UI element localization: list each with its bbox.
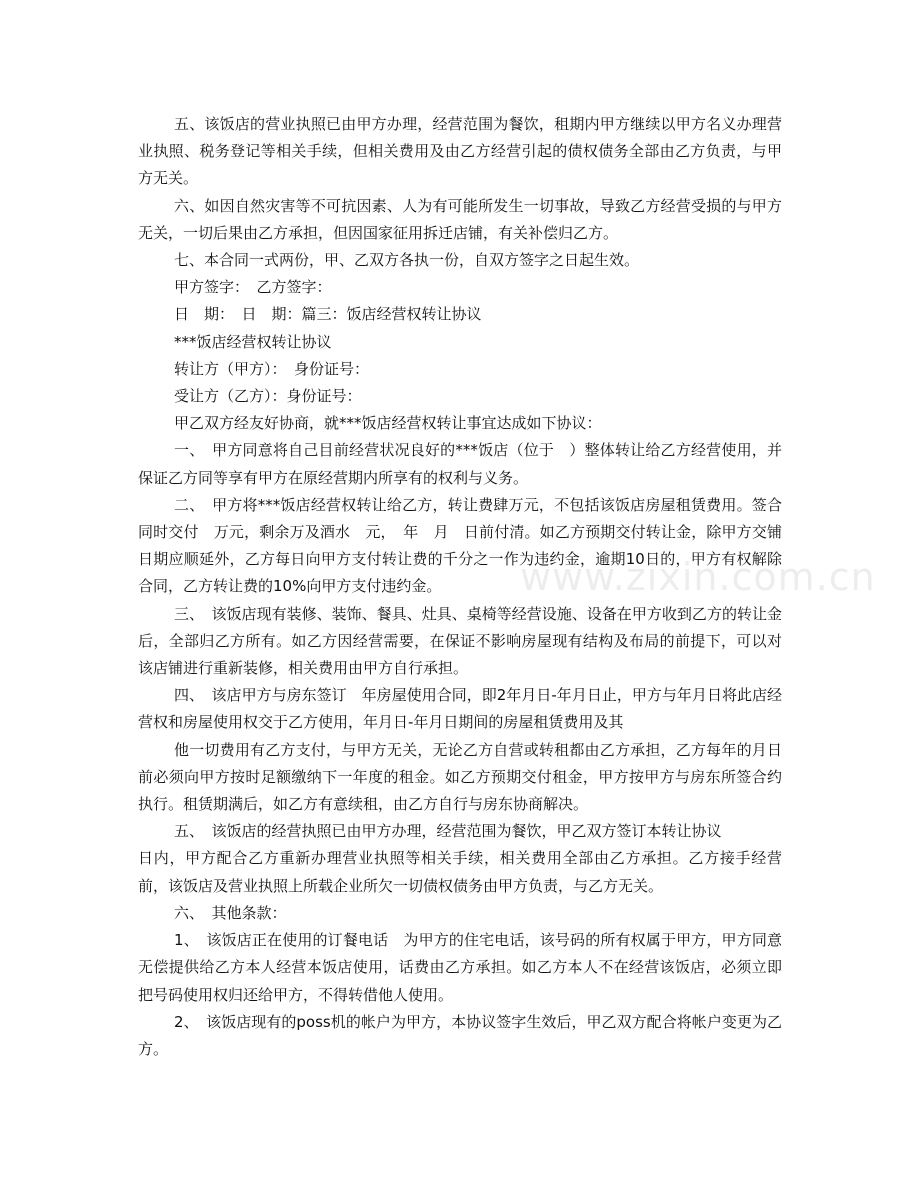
document-body [138,111,782,1063]
clause-3: 三、 该饭店现有装修、装饰、餐具、灶具、桌椅等经营设施、设备在甲方收到乙方的转让金后，全部归乙方所有。如乙方因经营需要，在保证不影响房屋现有结构及布局的前提下，可以对该店铺进行重新装修，相关费用由甲方自行承担。 [138,604,782,678]
agreement-title: ***饭店经营权转让协议 [174,332,332,351]
paragraph-2: 六、如因自然灾害等不可抗因素、人为有可能所发生一切事故，导致乙方经营受损的与甲方无关，一切后果由乙方承担，但因国家征用拆迁店铺，有关补偿归乙方。 [138,196,782,242]
signature-line: 甲方签字： 乙方签字： [174,278,332,297]
clause-5-continued: 日内，甲方配合乙方重新办理营业执照等相关手续，相关费用全部由乙方承担。乙方接手经营前，该饭店及营业执照上所载企业所欠一切债权债务由甲方负责，与乙方无关。 [138,849,782,895]
clause-1: 一、 甲方同意将自己目前经营状况良好的***饭店（位于 ）整体转让给乙方经营使用，并保证乙方同等享有甲方在原经营期内所享有的权利与义务。 [138,441,782,487]
paragraph-1: 五、该饭店的营业执照已由甲方办理，经营范围为餐饮，租期内甲方继续以甲方名义办理营业执照、税务登记等相关手续，但相关费用及由乙方经营引起的债权债务全部由乙方负责，与甲方无关。 [138,115,782,188]
watermark: www.zixin.com.cn [520,555,876,599]
preamble: 甲乙双方经友好协商，就***饭店经营权转让事宜达成如下协议： [174,414,602,433]
transferor-line: 转让方（甲方）： 身份证号： [174,359,370,378]
date-line: 日 期： 日 期：篇三：饭店经营权转让协议 [174,305,482,324]
clause-6-item-1: 1、 该饭店正在使用的订餐电话 为甲方的住宅电话，该号码的所有权属于甲方，甲方同意无偿提供给乙方本人经营本饭店使用，话费由乙方承担。如乙方本人不在经营该饭店，必须立即把号码使用权归还给甲方，不得转借他人使用。 [138,931,782,1004]
clause-2: 二、 甲方将***饭店经营权转让给乙方，转让费肆万元，不包括该饭店房屋租赁费用。签合同时交付 万元，剩余万及酒水 元， 年 月 日前付清。如乙方预期交付转让金，除甲方交铺日期应顺延外，乙方每日向甲方支付转让费的千分之一作为违约金，逾期10日的，甲方有权解除合同，乙方转让费的10%向甲方支付违约金。 [138,495,782,596]
paragraph-3: 七、本合同一式两份，甲、乙双方各执一份，自双方签字之日起生效。 [174,251,640,270]
clause-4-continued: 他一切费用有乙方支付，与甲方无关，无论乙方自营或转租都由乙方承担，乙方每年的月日前必须向甲方按时足额缴纳下一年度的租金。如乙方预期交付租金，甲方按甲方与房东所签合约执行。租赁期满后，如乙方有意续租，由乙方自行与房东协商解决。 [138,740,782,814]
clause-6: 六、 其他条款： [174,903,287,922]
clause-4: 四、 该店甲方与房东签订 年房屋使用合同，即2年月日-年月日止，甲方与年月日将此店经营权和房屋使用权交于乙方使用，年月日-年月日期间的房屋租赁费用及其 [138,686,782,732]
transferee-line: 受让方（乙方）：身份证号： [174,387,362,406]
clause-5: 五、 该饭店的经营执照已由甲方办理，经营范围为餐饮，甲乙双方签订本转让协议 [174,822,722,841]
clause-6-item-2: 2、 该饭店现有的poss机的帐户为甲方，本协议签字生效后，甲乙双方配合将帐户变更为乙方。 [138,1012,782,1058]
